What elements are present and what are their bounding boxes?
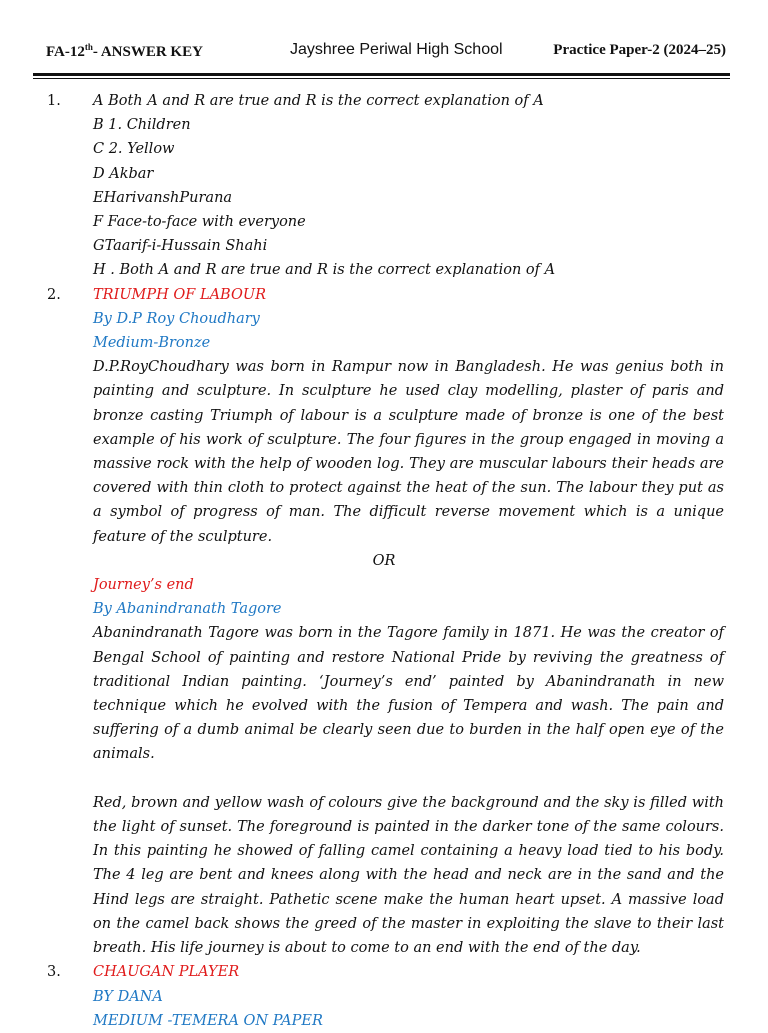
q3-artist: BY DANA bbox=[93, 988, 163, 1005]
q2-alt-paragraph-1: Abanindranath Tagore was born in the Tagore family in 1871. He was the creator of Bengal School of painting and restore National Pride by reviving the greatness of traditional Indian painting. ‘Journey’s end’ painted by Abanindranath in new technique which he evolved with the fusion of Tempera and wash. The pain and suffering of a dumb animal be clearly seen due to burden in the half open eye of the animals. bbox=[93, 625, 724, 763]
q3-title: CHAUGAN PLAYER bbox=[93, 964, 240, 981]
q1-answer-f: F Face-to-face with everyone bbox=[93, 214, 306, 231]
q2-paragraph: D.P.RoyChoudhary was born in Rampur now in Bangladesh. He was genius both in painting and sculpture. In sculpture he used clay modelling, plaster of paris and bronze casting Triumph of labour is a sculpture made of bronze is one of the best example of his work of sculpture. The four figures in the group engaged in moving a massive rock with the help of wooden log. They are muscular labours their heads are covered with thin cloth to protect against the heat of the sun. The labour they put as a symbol of progress of man. The difficult reverse movement which is a unique feature of the sculpture. bbox=[93, 359, 724, 545]
answer-content bbox=[0, 89, 768, 1033]
header-rule-thin bbox=[33, 78, 730, 79]
q2-alt-paragraph-2: Red, brown and yellow wash of colours give the background and the sky is filled with the light of sunset. The foreground is painted in the darker tone of the same colours. In this painting he showed of falling camel containing a heavy load tied to his body. The 4 leg are bent and knees along with the head and neck are in the sand and the Hind legs are straight. Pathetic scene make the human heart upset. A massive load on the camel back shows the greed of the master in exploiting the slave to their last breath. His life journey is about to come to an end with the end of the day. bbox=[93, 794, 724, 957]
q2-medium: Medium-Bronze bbox=[93, 335, 211, 352]
q2-alt-artist: By Abanindranath Tagore bbox=[93, 601, 282, 618]
q1-answer-c: C 2. Yellow bbox=[93, 141, 175, 158]
q1-number: 1. bbox=[47, 93, 61, 109]
q3-number: 3. bbox=[47, 964, 61, 981]
answer-key-label: FA-12th- ANSWER KEY bbox=[46, 42, 203, 60]
q2-title-row bbox=[0, 283, 768, 307]
blank-line bbox=[0, 767, 768, 791]
q1-answer-e: EHarivanshPurana bbox=[93, 189, 233, 206]
page-header bbox=[46, 42, 726, 66]
q1-answer-b: B 1. Children bbox=[93, 117, 191, 134]
paper-label: Practice Paper-2 (2024–25) bbox=[553, 42, 726, 58]
header-rule-thick bbox=[33, 73, 730, 76]
q3-medium: MEDIUM -TEMERA ON PAPER bbox=[93, 1012, 323, 1029]
q2-artist: By D.P Roy Choudhary bbox=[93, 310, 260, 327]
q2-alt-title: Journey’s end bbox=[93, 577, 194, 594]
q2-number: 2. bbox=[47, 286, 61, 303]
school-name: Jayshree Periwal High School bbox=[290, 41, 503, 58]
q2-title: TRIUMPH OF LABOUR bbox=[93, 286, 267, 303]
or-separator: OR bbox=[372, 552, 396, 569]
q3-title-row bbox=[0, 960, 768, 984]
q1-answer-h: H . Both A and R are true and R is the correct explanation of A bbox=[93, 262, 556, 279]
q1-answer-g: GTaarif-i-Hussain Shahi bbox=[93, 238, 268, 255]
q1-answer-d: D Akbar bbox=[93, 165, 154, 182]
q1-answer-a: 1. A Both A and R are true and R is the correct explanation of A bbox=[0, 89, 768, 113]
